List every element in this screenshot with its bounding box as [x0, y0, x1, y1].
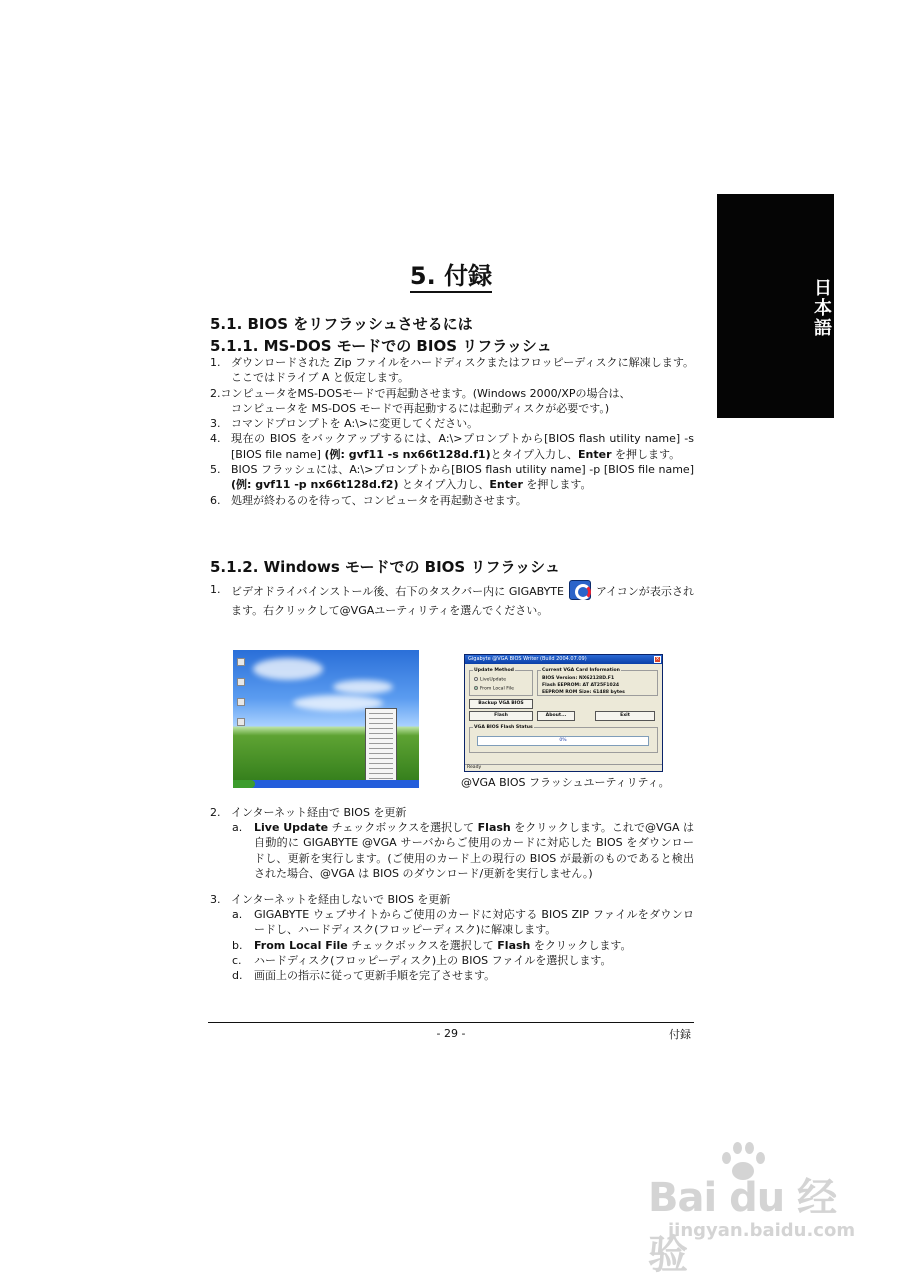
dos-step-6: 6. 処理が終わるのを待って、コンピュータを再起動させます。: [210, 493, 527, 507]
card-info-group: Current VGA Card Information BIOS Version: NX62128D.F1 Flash EEPROM: AT AT25F1024 EEPROM ROM Size: 61488 bytes: [537, 670, 658, 696]
windows-step-2a: a. Live Update チェックボックスを選択して Flash をクリックします。これで@VGA は自動的に GIGABYTE @VGA サーバからご使用のカードに対応した BIOS をダウンロードし、更新を実行します。(ご使用のカード上の現行の BIOS が最新のものであると検出された場合、@VGA は BIOS のダウンロード/更新を実行しません。): [232, 821, 695, 880]
windows-step-3: 3. インターネットを経由しないで BIOS を更新: [210, 893, 451, 906]
desktop-icons: [237, 658, 247, 738]
about-button[interactable]: About...: [537, 711, 575, 721]
windows-step-3b: b. From Local File チェックボックスを選択して Flash をクリックします。: [232, 938, 632, 952]
dos-step-2-cont: コンピュータを MS-DOS モードで再起動するには起動ディスクが必要です。): [231, 401, 610, 415]
dos-step-3: 3. コマンドプロンプトを A:\>に変更してください。: [210, 417, 479, 431]
from-local-file-radio[interactable]: From Local File: [474, 686, 514, 692]
language-tab-label: 日本語: [811, 278, 832, 338]
watermark-url: jingyan.baidu.com: [668, 1220, 856, 1241]
window-titlebar: Gigabyte @VGA BIOS Writer (Build 2004.07.09) ×: [465, 655, 662, 664]
windows-step-3-substeps: [232, 907, 694, 983]
backup-bios-button[interactable]: Backup VGA BIOS: [469, 699, 533, 709]
section-heading-5-1: 5.1. BIOS をリフラッシュさせるには: [210, 315, 473, 333]
windows-step-2: 2. インターネット経由で BIOS を更新: [210, 806, 407, 819]
windows-step-3a: a. GIGABYTE ウェブサイトからご使用のカードに対応する BIOS ZIP ファイルをダウンロードし、ハードディスク(フロッピーディスク)に解凍します。: [232, 908, 694, 937]
windows-step-3c: c. ハードディスク(フロッピーディスク)上の BIOS ファイルを選択します。: [232, 953, 612, 967]
dos-step-5: 5. BIOS フラッシュには、A:\>プロンプトから[BIOS flash utility name] -p [BIOS file name] (例: gvf11 -p nx66t128d.f2) とタイプ入力し、Enter を押します。: [210, 463, 694, 492]
footer-rule: [208, 1022, 694, 1023]
watermark-logo: Bai du 经验: [648, 1175, 837, 1278]
windows-step-1: 1. ビデオドライバインストール後、右下のタスクバー内に GIGABYTE アイコンが表示されます。右クリックして@VGAユーティリティを選んでください。: [210, 580, 694, 620]
dos-step-4: 4. 現在の BIOS をバックアップするには、A:\>プロンプトから[BIOS flash utility name] -s [BIOS file name] (例: gvf11 -s nx66t128d.f1)とタイプ入力し、Enter を押します。: [210, 432, 694, 461]
section-heading-5-1-1: 5.1.1. MS-DOS モードでの BIOS リフラッシュ: [210, 337, 552, 355]
dos-step-2: 2.コンピュータをMS-DOSモードで再起動させます。(Windows 2000/XPの場合は、: [210, 386, 631, 400]
dos-step-1: 1. ダウンロードされた Zip ファイルをハードディスクまたはフロッピーディスクに解凍します。ここではドライブ A と仮定します。: [210, 356, 694, 385]
language-tab: [717, 194, 834, 418]
flash-status-group: VGA BIOS Flash Status: [469, 727, 658, 753]
update-method-group: Update Method LiveUpdate From Local File: [469, 670, 533, 696]
page-number: - 29 -: [436, 1027, 466, 1040]
flash-progress-bar: 0%: [477, 736, 649, 746]
windows-step-3d: d. 画面上の指示に従って更新手順を完了させます。: [232, 969, 496, 983]
exit-button[interactable]: Exit: [595, 711, 655, 721]
chapter-title: 5. 付録: [208, 256, 694, 291]
flash-button[interactable]: Flash: [469, 711, 533, 721]
dos-steps: [210, 355, 694, 508]
start-button: [233, 780, 255, 788]
figure-caption: @VGA BIOS フラッシュユーティリティ。: [461, 776, 670, 789]
taskbar: [233, 780, 419, 788]
footer-section-label: 付録: [669, 1028, 691, 1041]
gigabyte-tray-icon: [569, 580, 591, 600]
status-bar: Ready: [465, 764, 662, 771]
close-icon[interactable]: ×: [655, 656, 660, 662]
baidu-watermark: [640, 1140, 860, 1278]
context-menu: [365, 708, 397, 786]
windows-desktop-screenshot: [233, 650, 419, 788]
live-update-radio[interactable]: LiveUpdate: [474, 677, 506, 683]
section-heading-5-1-2: 5.1.2. Windows モードでの BIOS リフラッシュ: [210, 558, 560, 576]
bios-writer-window: [464, 654, 663, 772]
